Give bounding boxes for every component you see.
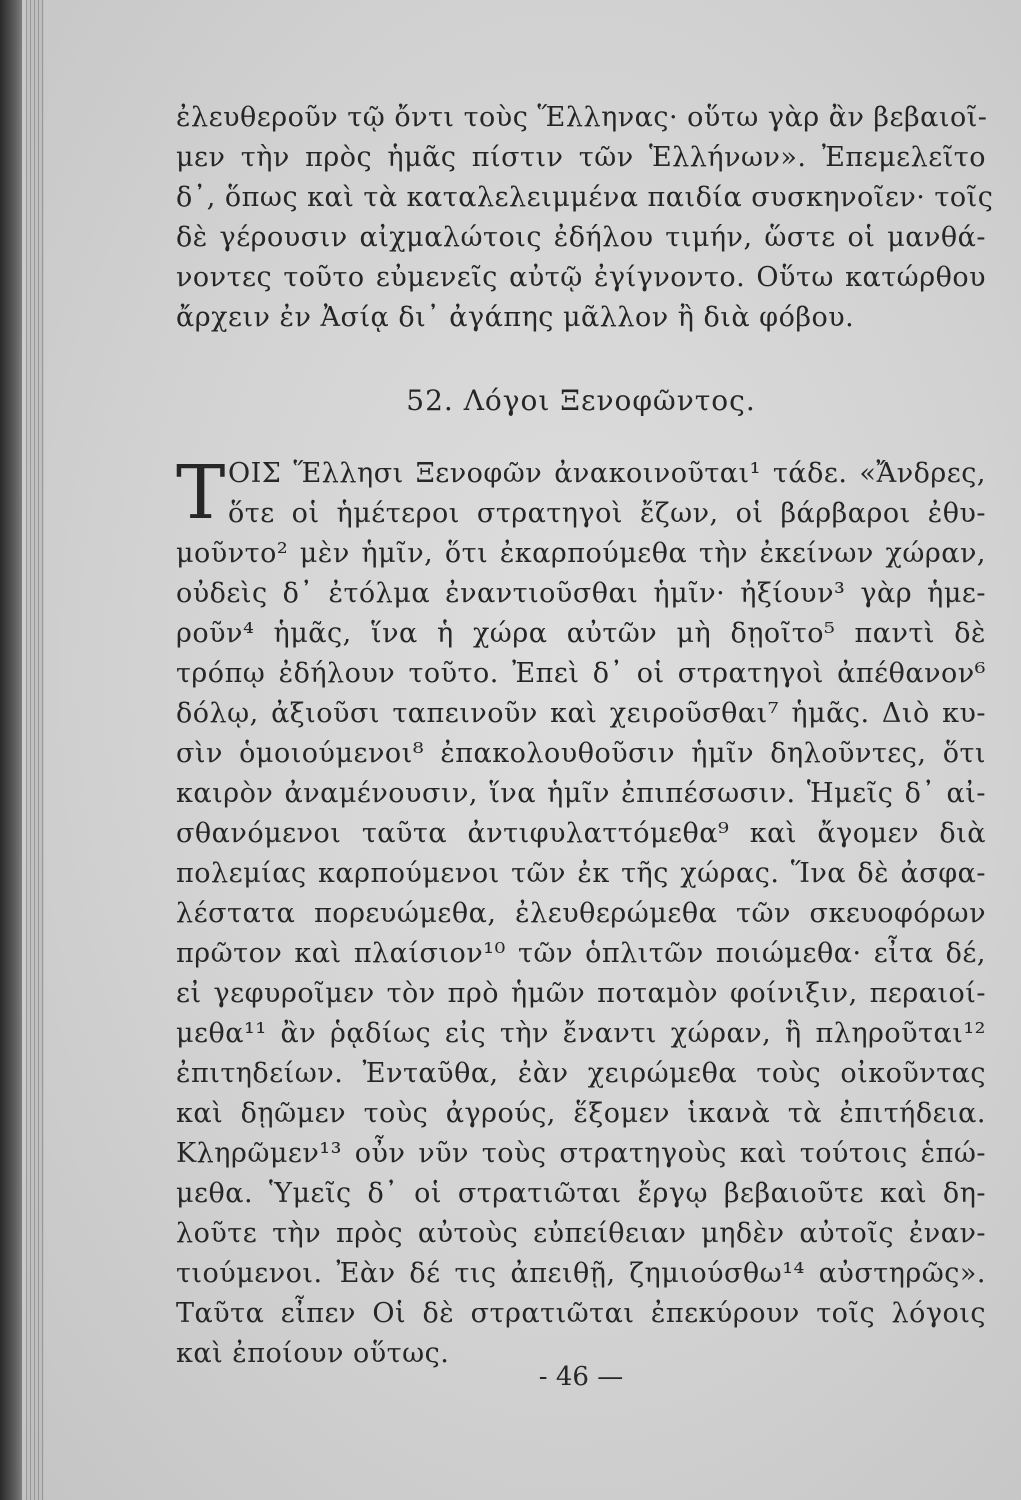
text-line: ὅτε οἱ ἡμέτεροι στρατηγοὶ ἔζων, οἱ βάρβαροι ἐθυ-: [228, 498, 986, 529]
dropcap-block: [176, 450, 986, 536]
section-heading: 52. Λόγοι Ξενοφῶντος.: [406, 384, 756, 417]
text-line: πρῶτον καὶ πλαίσιον¹⁰ τῶν ὁπλιτῶν ποιώμεθα· εἶτα δέ,: [176, 938, 986, 969]
text-line: καὶ ἐποίουν οὕτως.: [176, 1338, 450, 1369]
text-line: ΟΙΣ Ἕλλησι Ξενοφῶν ἀνακοινοῦται¹ τάδε. «Ἄνδρες,: [228, 458, 986, 489]
text-line: τιούμενοι. Ἐὰν δέ τις ἀπειθῇ, ζημιούσθω¹⁴ αὐστηρῶς».: [176, 1258, 986, 1289]
page-number: - 46 —: [538, 1362, 624, 1392]
text-line: σὶν ὁμοιούμενοι⁸ ἐπακολουθοῦσιν ἡμῖν δηλοῦντες, ὅτι: [176, 738, 986, 769]
text-line: μεθα¹¹ ἂν ῥᾳδίως εἰς τὴν ἔναντι χώραν, ἣ πληροῦται¹²: [176, 1018, 986, 1049]
text-line: Κληρῶμεν¹³ οὖν νῦν τοὺς στρατηγοὺς καὶ τούτοις ἑπώ-: [176, 1138, 986, 1169]
text-line: δόλῳ, ἀξιοῦσι ταπεινοῦν καὶ χειροῦσθαι⁷ ἡμᾶς. Διὸ κυ-: [176, 698, 986, 729]
text-line: εἰ γεφυροῖμεν τὸν πρὸ ἡμῶν ποταμὸν φοίνιξιν, περαιοί-: [176, 978, 986, 1009]
text-line: μεν τὴν πρὸς ἡμᾶς πίστιν τῶν Ἑλλήνων». Ἐπεμελεῖτο: [176, 142, 986, 173]
text-line: Ταῦτα εἶπεν Οἱ δὲ στρατιῶται ἐπεκύρουν τοῖς λόγοις: [176, 1298, 986, 1329]
text-line: μεθα. Ὑμεῖς δ᾽ οἱ στρατιῶται ἔργῳ βεβαιοῦτε καὶ δη-: [176, 1178, 986, 1209]
text-line: καιρὸν ἀναμένουσιν, ἵνα ἡμῖν ἐπιπέσωσιν. Ἡμεῖς δ᾽ αἰ-: [176, 778, 986, 809]
text-line: σθανόμενοι ταῦτα ἀντιφυλαττόμεθα⁹ καὶ ἄγομεν διὰ: [176, 818, 986, 849]
page-edges: [26, 0, 44, 1500]
text-line: πολεμίας καρπούμενοι τῶν ἐκ τῆς χώρας. Ἵνα δὲ ἀσφα-: [176, 858, 986, 889]
text-line: οὐδεὶς δ᾽ ἐτόλμα ἐναντιοῦσθαι ἡμῖν· ἠξίουν³ γὰρ ἡμε-: [176, 578, 986, 609]
top-paragraph: [176, 98, 994, 338]
text-line: λέστατα πορευώμεθα, ἐλευθερώμεθα τῶν σκευοφόρων: [176, 898, 986, 929]
text-line: λοῦτε τὴν πρὸς αὐτοὺς εὐπείθειαν μηδὲν αὐτοῖς ἐναν-: [176, 1218, 986, 1249]
text-line: δὲ γέρουσιν αἰχμαλώτοις ἐδήλου τιμήν, ὥστε οἱ μανθά-: [176, 222, 986, 253]
text-line: τρόπῳ ἐδήλουν τοῦτο. Ἐπεὶ δ᾽ οἱ στρατηγοὶ ἀπέθανον⁶: [176, 658, 986, 689]
text-line: μοῦντο² μὲν ἡμῖν, ὅτι ἐκαρπούμεθα τὴν ἐκείνων χώραν,: [176, 538, 986, 569]
main-paragraph: [176, 450, 986, 1374]
text-line: ἄρχειν ἐν Ἀσίᾳ δι᾽ ἀγάπης μᾶλλον ἢ διὰ φόβου.: [176, 302, 855, 333]
text-line: ροῦν⁴ ἡμᾶς, ἵνα ἡ χώρα αὐτῶν μὴ δῃοῖτο⁵ παντὶ δὲ: [176, 618, 986, 649]
text-line: νοντες τοῦτο εὐμενεῖς αὐτῷ ἐγίγνοντο. Οὕτω κατώρθου: [176, 262, 986, 293]
text-line: καὶ δῃῶμεν τοὺς ἀγρούς, ἕξομεν ἱκανὰ τὰ ἐπιτήδεια.: [176, 1098, 986, 1129]
text-line: δ᾽, ὅπως καὶ τὰ καταλελειμμένα παιδία συσκηνοῖεν· τοῖς: [176, 182, 994, 213]
drop-cap-letter: Τ: [176, 450, 226, 536]
text-line: ἐλευθεροῦν τῷ ὄντι τοὺς Ἕλληνας· οὕτω γὰρ ἂν βεβαιοῖ-: [176, 102, 988, 133]
text-line: ἐπιτηδείων. Ἐνταῦθα, ἐὰν χειρώμεθα τοὺς οἰκοῦντας: [176, 1058, 986, 1089]
